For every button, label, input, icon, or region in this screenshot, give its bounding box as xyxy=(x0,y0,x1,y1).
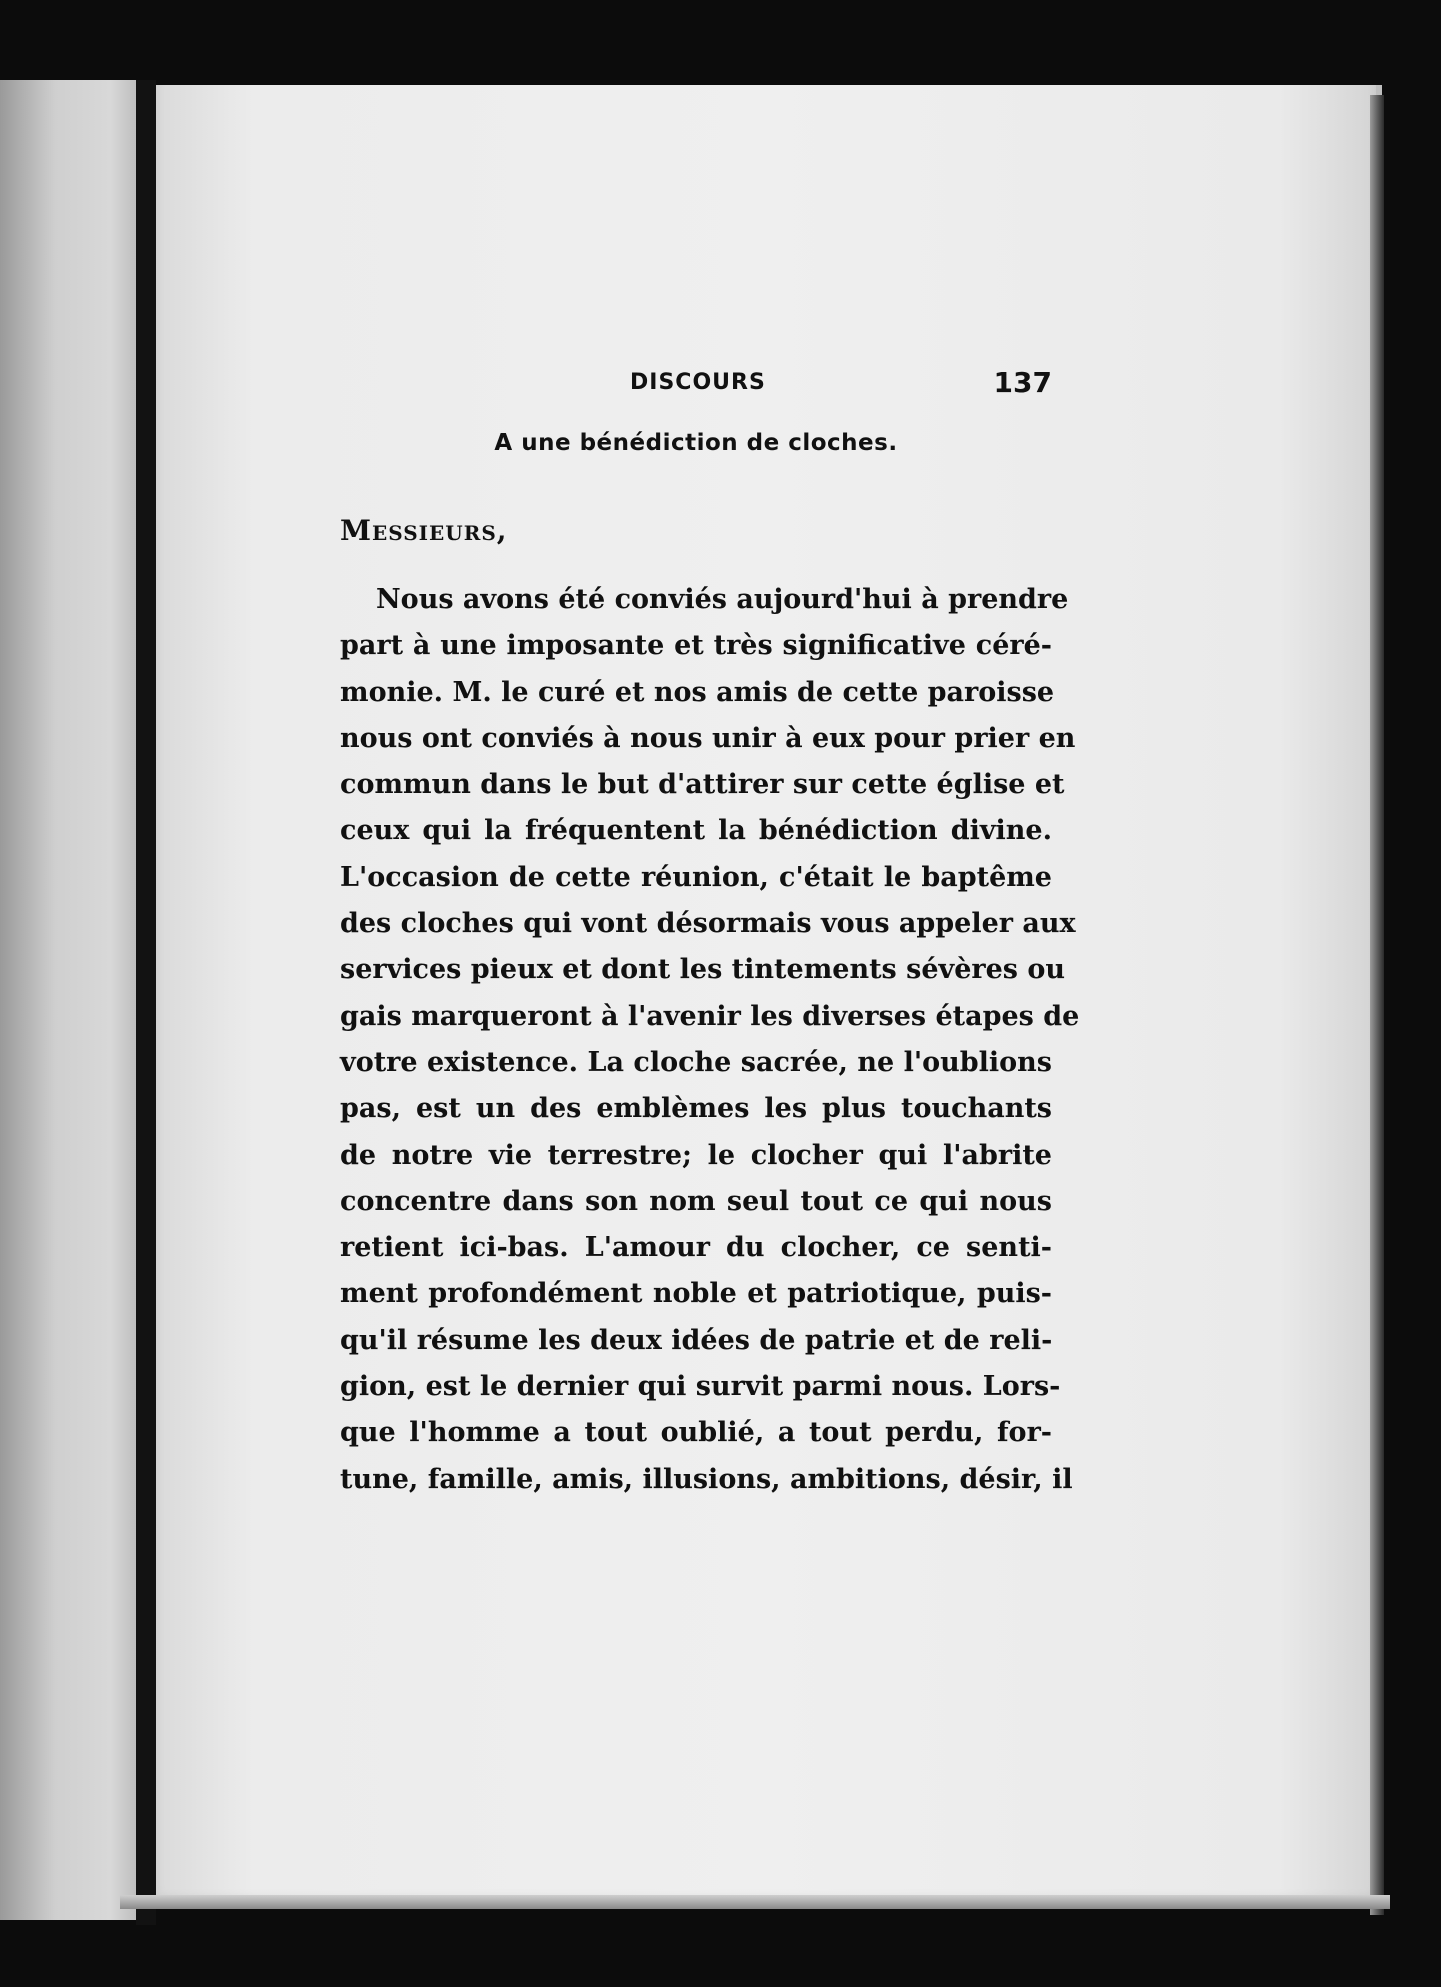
book-gutter xyxy=(136,80,156,1925)
text-line: part à une imposante et très significative céré- xyxy=(340,630,1052,662)
text-line: commun dans le but d'attirer sur cette église et xyxy=(340,769,1065,801)
page-edge-shadow xyxy=(1370,95,1384,1915)
page-number: 137 xyxy=(993,366,1052,399)
text-line: tune, famille, amis, illusions, ambitions, désir, il xyxy=(340,1463,1073,1495)
body-paragraph xyxy=(340,577,1080,1503)
text-line: L'occasion de cette réunion, c'était le baptême xyxy=(340,861,1052,893)
running-head xyxy=(340,366,1052,410)
salutation: Messieurs, xyxy=(340,514,508,547)
text-line: retient ici-bas. L'amour du clocher, ce senti- xyxy=(340,1232,1052,1264)
text-line: gion, est le dernier qui survit parmi nous. Lors- xyxy=(340,1371,1061,1403)
text-line: ceux qui la fréquentent la bénédiction divine. xyxy=(340,815,1052,847)
text-line: de notre vie terrestre; le clocher qui l'abrite xyxy=(340,1139,1052,1171)
left-page-edge xyxy=(0,80,138,1920)
running-head-title: DISCOURS xyxy=(630,370,766,395)
page-bottom-edge xyxy=(120,1895,1390,1909)
text-line: Nous avons été conviés aujourd'hui à prendre xyxy=(376,584,1069,615)
text-line: qu'il résume les deux idées de patrie et de reli- xyxy=(340,1324,1053,1356)
text-line: concentre dans son nom seul tout ce qui nous xyxy=(340,1185,1052,1217)
text-line: services pieux et dont les tintements sévères ou xyxy=(340,954,1066,986)
section-subtitle: A une bénédiction de cloches. xyxy=(494,430,898,456)
text-line: nous ont conviés à nous unir à eux pour prier en xyxy=(340,722,1076,754)
page-text-block xyxy=(340,366,1080,1503)
text-line: pas, est un des emblèmes les plus touchants xyxy=(340,1093,1052,1125)
text-line: monie. M. le curé et nos amis de cette paroisse xyxy=(340,676,1055,708)
text-line: gais marqueront à l'avenir les diverses étapes de xyxy=(340,1000,1080,1032)
text-line: des cloches qui vont désormais vous appeler aux xyxy=(340,908,1076,940)
text-line: votre existence. La cloche sacrée, ne l'oublions xyxy=(340,1046,1052,1078)
text-line: que l'homme a tout oublié, a tout perdu, for- xyxy=(340,1417,1052,1449)
text-line: ment profondément noble et patriotique, puis- xyxy=(340,1278,1052,1310)
